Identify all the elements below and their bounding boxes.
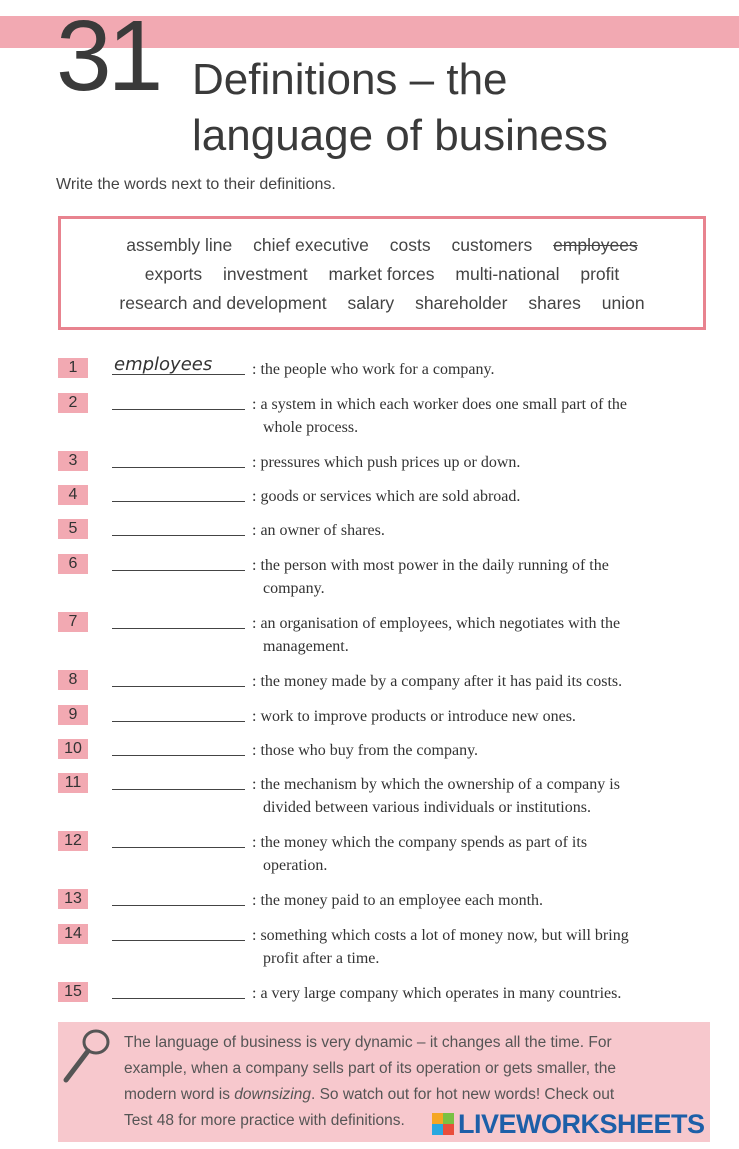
definition-line: : a very large company which operates in many countries. (252, 985, 622, 1002)
item-number: 11 (58, 773, 88, 793)
tip-italic-term: downsizing (234, 1086, 311, 1103)
definition (252, 670, 702, 693)
item-number: 9 (58, 705, 88, 725)
definition (252, 358, 702, 381)
answer-blank[interactable] (112, 755, 245, 756)
item-number: 12 (58, 831, 88, 851)
definition-line-2: whole process. (263, 419, 359, 436)
word: shareholder (415, 293, 508, 313)
tip-line: example, when a company sells part of its operation or gets smaller, the (124, 1060, 616, 1077)
word-box (58, 216, 706, 330)
definition-line: : the money which the company spends as part of its (252, 834, 588, 851)
word-row-3 (61, 293, 703, 314)
definition (252, 451, 702, 474)
definition (252, 485, 702, 508)
answer-blank[interactable] (112, 721, 245, 722)
item-number: 4 (58, 485, 88, 505)
definition (252, 739, 702, 762)
title-line-1: Definitions – the (192, 55, 508, 104)
word: research and development (119, 293, 327, 313)
page-title (192, 52, 608, 164)
word: exports (144, 264, 203, 284)
definition (252, 924, 702, 970)
definition-line: : an owner of shares. (252, 522, 385, 539)
definition-line: : work to improve products or introduce new ones. (252, 708, 576, 725)
word: chief executive (253, 235, 369, 255)
definition (252, 393, 702, 439)
instruction: Write the words next to their definitions. (56, 176, 336, 193)
definition-line: : those who buy from the company. (252, 742, 479, 759)
definition (252, 705, 702, 728)
tip-line: Test 48 for more practice with definitions. (124, 1112, 405, 1129)
item-number: 6 (58, 554, 88, 574)
item-number: 5 (58, 519, 88, 539)
answer-blank[interactable] (112, 789, 245, 790)
unit-number: 31 (56, 0, 160, 112)
answer-blank[interactable] (112, 501, 245, 502)
answer-blank[interactable] (112, 467, 245, 468)
definition (252, 554, 702, 600)
definition (252, 831, 702, 877)
definition-line-2: company. (263, 580, 325, 597)
item-number: 7 (58, 612, 88, 632)
word: salary (347, 293, 395, 313)
tip-text-part: . So watch out for hot new words! Check out (310, 1086, 615, 1103)
definition-line-2: profit after a time. (263, 950, 380, 967)
definition-line: : the person with most power in the daily running of the (252, 557, 609, 574)
definition-line: : the money made by a company after it has paid its costs. (252, 673, 623, 690)
item-number: 2 (58, 393, 88, 413)
word-struck: employees (553, 235, 638, 255)
definition-line: : a system in which each worker does one small part of the (252, 396, 627, 413)
word: market forces (328, 264, 435, 284)
word: union (601, 293, 645, 313)
definition-line: : the money paid to an employee each month. (252, 892, 544, 909)
tip-text-part: modern word is (124, 1086, 235, 1103)
answer-blank[interactable] (112, 998, 245, 999)
liveworksheets-logo (432, 1108, 705, 1140)
definition (252, 982, 702, 1005)
word-row-1 (61, 235, 703, 256)
item-number: 10 (58, 739, 88, 759)
definition (252, 773, 702, 819)
logo-mark-icon (432, 1113, 454, 1135)
item-number: 15 (58, 982, 88, 1002)
definition-line: : goods or services which are sold abroad. (252, 488, 521, 505)
word: investment (223, 264, 308, 284)
definition-line-2: management. (263, 638, 349, 655)
definition-line: : something which costs a lot of money now, but will bring (252, 927, 629, 944)
item-number: 3 (58, 451, 88, 471)
answer-blank[interactable] (112, 409, 245, 410)
word: shares (528, 293, 581, 313)
tip-line (124, 1082, 694, 1108)
answer-blank[interactable] (112, 847, 245, 848)
word: customers (451, 235, 533, 255)
definition-line: : the mechanism by which the ownership of a company is (252, 776, 620, 793)
word-row-2 (61, 264, 703, 285)
title-line-2: language of business (192, 111, 608, 160)
item-number: 1 (58, 358, 88, 378)
answer-blank[interactable] (112, 628, 245, 629)
tip-line: The language of business is very dynamic – it changes all the time. For (124, 1034, 612, 1051)
magnifier-icon (60, 1026, 116, 1086)
definition-line-2: operation. (263, 857, 328, 874)
definition-line: : the people who work for a company. (252, 361, 495, 378)
definition-line-2: divided between various individuals or institutions. (263, 799, 591, 816)
answer-blank[interactable] (112, 905, 245, 906)
logo-text: LIVEWORKSHEETS (458, 1108, 705, 1139)
answer-blank[interactable] (112, 535, 245, 536)
item-number: 14 (58, 924, 88, 944)
item-number: 8 (58, 670, 88, 690)
answer-blank[interactable] (112, 686, 245, 687)
word: costs (389, 235, 431, 255)
definition (252, 889, 702, 912)
answer-blank[interactable] (112, 940, 245, 941)
answer-text: employees (114, 354, 213, 375)
definition (252, 519, 702, 542)
definition-line: : an organisation of employees, which negotiates with the (252, 615, 621, 632)
item-number: 13 (58, 889, 88, 909)
word: profit (580, 264, 620, 284)
definition (252, 612, 702, 658)
word: multi-national (455, 264, 560, 284)
answer-blank[interactable] (112, 570, 245, 571)
word: assembly line (126, 235, 233, 255)
definition-line: : pressures which push prices up or down. (252, 454, 521, 471)
